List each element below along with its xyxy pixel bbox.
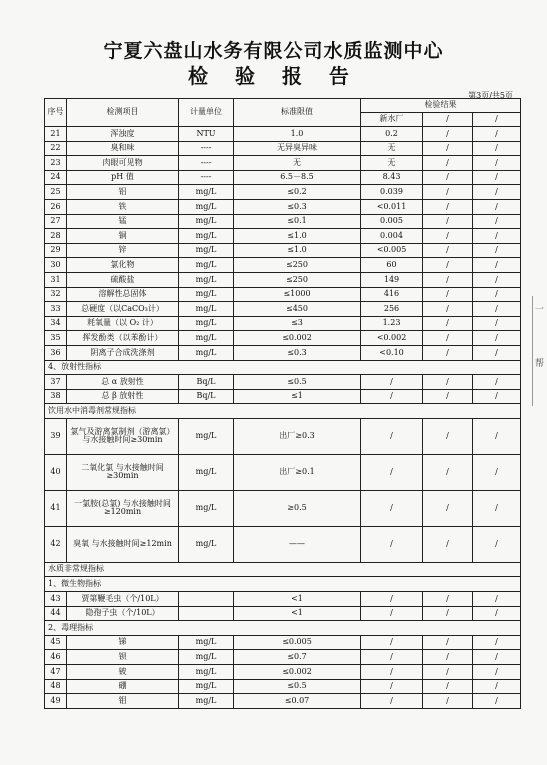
cell-result-plant: <0.002	[361, 331, 423, 346]
cell-unit: ----	[179, 170, 234, 185]
cell-result-2: /	[423, 302, 473, 317]
cell-unit: mg/L	[179, 635, 234, 650]
cell-seq: 38	[45, 389, 67, 404]
cell-result-3: /	[473, 302, 521, 317]
cell-item: 铝	[67, 185, 179, 200]
header-seq: 序号	[45, 99, 67, 127]
cell-limit: ≤0.5	[234, 679, 361, 694]
cell-unit: mg/L	[179, 302, 234, 317]
cell-unit: mg/L	[179, 287, 234, 302]
cell-item: 耗氧量（以 O₂ 计）	[67, 316, 179, 331]
cell-seq: 47	[45, 665, 67, 680]
cell-result-3: /	[473, 375, 521, 390]
cell-item: 溶解性总固体	[67, 287, 179, 302]
cell-seq: 49	[45, 694, 67, 709]
cell-limit: ≤0.7	[234, 650, 361, 665]
cell-result-3: /	[473, 418, 521, 454]
cell-result-3: /	[473, 272, 521, 287]
cell-result-2: /	[423, 635, 473, 650]
cell-result-plant: <0.011	[361, 199, 423, 214]
cell-limit: ≤0.3	[234, 199, 361, 214]
section-row	[45, 360, 521, 375]
cell-result-plant: 无	[361, 156, 423, 171]
margin-mark-2: 帮	[535, 359, 545, 369]
header-na-2: /	[473, 113, 521, 127]
cell-result-2: /	[423, 454, 473, 490]
header-item: 检测项目	[67, 99, 179, 127]
cell-limit: <1	[234, 606, 361, 621]
table-row	[45, 170, 521, 185]
cell-result-3: /	[473, 389, 521, 404]
cell-item: 总 α 放射性	[67, 375, 179, 390]
cell-result-3: /	[473, 229, 521, 244]
cell-result-plant: <0.005	[361, 243, 423, 258]
cell-seq: 42	[45, 526, 67, 562]
cell-limit: ≤0.1	[234, 214, 361, 229]
cell-limit: <1	[234, 592, 361, 607]
cell-result-2: /	[423, 592, 473, 607]
header-limit: 标准限值	[234, 99, 361, 127]
cell-seq: 30	[45, 258, 67, 273]
margin-mark-1: 一	[535, 305, 545, 315]
section-row	[45, 404, 521, 419]
cell-result-2: /	[423, 127, 473, 142]
cell-unit: mg/L	[179, 199, 234, 214]
cell-unit: mg/L	[179, 345, 234, 360]
cell-result-2: /	[423, 214, 473, 229]
cell-result-plant: 60	[361, 258, 423, 273]
table-row	[45, 635, 521, 650]
cell-unit: ----	[179, 156, 234, 171]
cell-result-2: /	[423, 679, 473, 694]
cell-result-plant: 8.43	[361, 170, 423, 185]
section-label: 水质非常规指标	[45, 562, 521, 577]
cell-unit: mg/L	[179, 185, 234, 200]
cell-result-plant: /	[361, 679, 423, 694]
cell-result-plant: 149	[361, 272, 423, 287]
cell-result-plant: /	[361, 606, 423, 621]
cell-item: 氯气及游离氯制剂（游离氯）与水接触时间≥30min	[67, 418, 179, 454]
table-row	[45, 454, 521, 490]
report-doc-title: 检 验 报 告	[188, 64, 359, 88]
cell-item: pH 值	[67, 170, 179, 185]
cell-item: 铍	[67, 665, 179, 680]
cell-result-3: /	[473, 141, 521, 156]
cell-seq: 41	[45, 490, 67, 526]
cell-item: 挥发酚类（以苯酚计）	[67, 331, 179, 346]
cell-result-2: /	[423, 331, 473, 346]
cell-unit: ----	[179, 141, 234, 156]
cell-result-2: /	[423, 375, 473, 390]
cell-item: 贾第鞭毛虫（个/10L）	[67, 592, 179, 607]
cell-item: 硫酸盐	[67, 272, 179, 287]
cell-result-2: /	[423, 199, 473, 214]
cell-seq: 39	[45, 418, 67, 454]
cell-unit: mg/L	[179, 665, 234, 680]
table-row	[45, 418, 521, 454]
cell-result-plant: /	[361, 490, 423, 526]
cell-result-2: /	[423, 156, 473, 171]
cell-result-3: /	[473, 592, 521, 607]
header-result: 检验结果	[361, 99, 521, 113]
cell-result-2: /	[423, 418, 473, 454]
cell-limit: ≤0.3	[234, 345, 361, 360]
table-row	[45, 345, 521, 360]
cell-limit: ≤250	[234, 272, 361, 287]
cell-item: 锑	[67, 635, 179, 650]
cell-unit: Bq/L	[179, 375, 234, 390]
cell-result-plant: 0.005	[361, 214, 423, 229]
cell-item: 总 β 放射性	[67, 389, 179, 404]
cell-unit: mg/L	[179, 418, 234, 454]
cell-item: 铜	[67, 229, 179, 244]
table-row	[45, 141, 521, 156]
table-row	[45, 606, 521, 621]
table-row	[45, 526, 521, 562]
section-row	[45, 621, 521, 636]
cell-result-3: /	[473, 331, 521, 346]
cell-seq: 25	[45, 185, 67, 200]
cell-item: 肉眼可见物	[67, 156, 179, 171]
cell-limit: 出厂≥0.3	[234, 418, 361, 454]
cell-result-3: /	[473, 127, 521, 142]
table-row	[45, 375, 521, 390]
cell-limit: ≤1000	[234, 287, 361, 302]
cell-result-2: /	[423, 185, 473, 200]
cell-item: 氯化物	[67, 258, 179, 273]
cell-limit: ≤0.002	[234, 331, 361, 346]
cell-result-3: /	[473, 490, 521, 526]
cell-unit: mg/L	[179, 272, 234, 287]
table-header-row-1	[45, 99, 521, 113]
cell-limit: ≤0.005	[234, 635, 361, 650]
cell-result-2: /	[423, 526, 473, 562]
cell-limit: ≤1.0	[234, 243, 361, 258]
cell-unit: mg/L	[179, 243, 234, 258]
cell-result-2: /	[423, 272, 473, 287]
cell-limit: ≤1.0	[234, 229, 361, 244]
cell-result-plant: 0.2	[361, 127, 423, 142]
cell-result-2: /	[423, 287, 473, 302]
cell-item: 隐孢子虫（个/10L）	[67, 606, 179, 621]
section-row	[45, 562, 521, 577]
cell-item: 臭和味	[67, 141, 179, 156]
table-row	[45, 156, 521, 171]
cell-result-3: /	[473, 606, 521, 621]
cell-seq: 32	[45, 287, 67, 302]
cell-item: 臭氧 与水接触时间≥12min	[67, 526, 179, 562]
cell-limit: ≤0.2	[234, 185, 361, 200]
cell-result-plant: 1.23	[361, 316, 423, 331]
cell-result-3: /	[473, 635, 521, 650]
cell-seq: 34	[45, 316, 67, 331]
table-row	[45, 185, 521, 200]
table-row	[45, 694, 521, 709]
table-row	[45, 316, 521, 331]
cell-result-3: /	[473, 185, 521, 200]
section-label: 1、微生物指标	[45, 577, 521, 592]
cell-limit: ≤1	[234, 389, 361, 404]
cell-item: 锰	[67, 214, 179, 229]
cell-limit: ≥0.5	[234, 490, 361, 526]
cell-seq: 45	[45, 635, 67, 650]
section-label: 2、毒理指标	[45, 621, 521, 636]
cell-result-plant: 无	[361, 141, 423, 156]
cell-item: 锌	[67, 243, 179, 258]
cell-seq: 26	[45, 199, 67, 214]
cell-result-plant: 416	[361, 287, 423, 302]
cell-result-3: /	[473, 679, 521, 694]
cell-seq: 22	[45, 141, 67, 156]
cell-result-2: /	[423, 490, 473, 526]
cell-result-plant: /	[361, 375, 423, 390]
cell-result-3: /	[473, 650, 521, 665]
cell-item: 阴离子合成洗涤剂	[67, 345, 179, 360]
margin-binding-marks	[532, 296, 547, 406]
cell-unit: mg/L	[179, 679, 234, 694]
cell-result-2: /	[423, 243, 473, 258]
cell-result-2: /	[423, 665, 473, 680]
cell-unit: mg/L	[179, 694, 234, 709]
cell-unit	[179, 606, 234, 621]
table-row	[45, 229, 521, 244]
cell-limit: 1.0	[234, 127, 361, 142]
cell-unit	[179, 592, 234, 607]
cell-limit: 无异臭异味	[234, 141, 361, 156]
cell-result-3: /	[473, 243, 521, 258]
cell-result-plant: /	[361, 418, 423, 454]
table-row	[45, 679, 521, 694]
cell-seq: 33	[45, 302, 67, 317]
header-unit: 计量单位	[179, 99, 234, 127]
cell-unit: mg/L	[179, 454, 234, 490]
results-table	[44, 98, 521, 709]
table-row	[45, 214, 521, 229]
cell-seq: 21	[45, 127, 67, 142]
cell-limit: 6.5－8.5	[234, 170, 361, 185]
cell-result-3: /	[473, 316, 521, 331]
cell-result-3: /	[473, 665, 521, 680]
table-row	[45, 665, 521, 680]
cell-result-3: /	[473, 156, 521, 171]
cell-limit: ≤0.5	[234, 375, 361, 390]
cell-seq: 46	[45, 650, 67, 665]
cell-seq: 44	[45, 606, 67, 621]
cell-item: 二氧化氯 与水接触时间≥30min	[67, 454, 179, 490]
cell-seq: 23	[45, 156, 67, 171]
cell-result-3: /	[473, 214, 521, 229]
section-row	[45, 577, 521, 592]
cell-item: 硼	[67, 679, 179, 694]
cell-limit: 出厂≥0.1	[234, 454, 361, 490]
cell-item: 钡	[67, 650, 179, 665]
section-label: 4、放射性指标	[45, 360, 521, 375]
cell-seq: 35	[45, 331, 67, 346]
cell-result-plant: <0.10	[361, 345, 423, 360]
cell-item: 浑浊度	[67, 127, 179, 142]
report-org-title: 宁夏六盘山水务有限公司水质监测中心	[103, 40, 444, 62]
cell-result-plant: /	[361, 665, 423, 680]
table-row	[45, 199, 521, 214]
table-row	[45, 650, 521, 665]
table-row	[45, 258, 521, 273]
cell-unit: mg/L	[179, 229, 234, 244]
cell-limit: ≤250	[234, 258, 361, 273]
cell-seq: 37	[45, 375, 67, 390]
cell-result-2: /	[423, 650, 473, 665]
cell-item: 铁	[67, 199, 179, 214]
cell-result-3: /	[473, 258, 521, 273]
cell-limit: ≤3	[234, 316, 361, 331]
page-number: 第3页/共5页	[468, 91, 513, 100]
table-row	[45, 302, 521, 317]
cell-unit: mg/L	[179, 526, 234, 562]
cell-item: 一氯胺(总氯) 与水接触时间≥120min	[67, 490, 179, 526]
cell-result-2: /	[423, 345, 473, 360]
cell-result-plant: /	[361, 650, 423, 665]
table-row	[45, 389, 521, 404]
cell-result-plant: /	[361, 454, 423, 490]
cell-limit: 无	[234, 156, 361, 171]
cell-item: 钼	[67, 694, 179, 709]
cell-unit: NTU	[179, 127, 234, 142]
cell-result-2: /	[423, 694, 473, 709]
cell-seq: 27	[45, 214, 67, 229]
cell-limit: ≤0.002	[234, 665, 361, 680]
cell-unit: mg/L	[179, 331, 234, 346]
cell-result-plant: /	[361, 635, 423, 650]
cell-unit: mg/L	[179, 258, 234, 273]
cell-result-2: /	[423, 258, 473, 273]
cell-seq: 43	[45, 592, 67, 607]
cell-result-plant: /	[361, 389, 423, 404]
cell-result-2: /	[423, 170, 473, 185]
header-na-1: /	[423, 113, 473, 127]
cell-result-2: /	[423, 606, 473, 621]
cell-unit: mg/L	[179, 316, 234, 331]
cell-seq: 48	[45, 679, 67, 694]
cell-result-3: /	[473, 199, 521, 214]
table-row	[45, 243, 521, 258]
table-row	[45, 272, 521, 287]
cell-unit: Bq/L	[179, 389, 234, 404]
cell-seq: 29	[45, 243, 67, 258]
cell-result-plant: /	[361, 526, 423, 562]
cell-result-3: /	[473, 694, 521, 709]
cell-limit: ≤450	[234, 302, 361, 317]
cell-result-plant: 0.039	[361, 185, 423, 200]
cell-seq: 28	[45, 229, 67, 244]
cell-seq: 24	[45, 170, 67, 185]
cell-result-3: /	[473, 454, 521, 490]
cell-seq: 36	[45, 345, 67, 360]
section-label: 饮用水中消毒剂常规指标	[45, 404, 521, 419]
cell-result-3: /	[473, 345, 521, 360]
cell-result-2: /	[423, 229, 473, 244]
cell-result-3: /	[473, 526, 521, 562]
cell-result-3: /	[473, 170, 521, 185]
cell-seq: 31	[45, 272, 67, 287]
table-row	[45, 127, 521, 142]
cell-result-plant: /	[361, 694, 423, 709]
cell-unit: mg/L	[179, 650, 234, 665]
cell-seq: 40	[45, 454, 67, 490]
table-row	[45, 490, 521, 526]
table-row	[45, 287, 521, 302]
cell-result-3: /	[473, 287, 521, 302]
cell-result-plant: /	[361, 592, 423, 607]
cell-unit: mg/L	[179, 490, 234, 526]
table-row	[45, 331, 521, 346]
cell-result-plant: 0.004	[361, 229, 423, 244]
cell-unit: mg/L	[179, 214, 234, 229]
cell-result-2: /	[423, 389, 473, 404]
header-plant: 新水厂	[361, 113, 423, 127]
cell-limit: ——	[234, 526, 361, 562]
table-row	[45, 592, 521, 607]
cell-limit: ≤0.07	[234, 694, 361, 709]
cell-result-2: /	[423, 141, 473, 156]
cell-result-plant: 256	[361, 302, 423, 317]
cell-item: 总硬度（以CaCO₃计）	[67, 302, 179, 317]
cell-result-2: /	[423, 316, 473, 331]
